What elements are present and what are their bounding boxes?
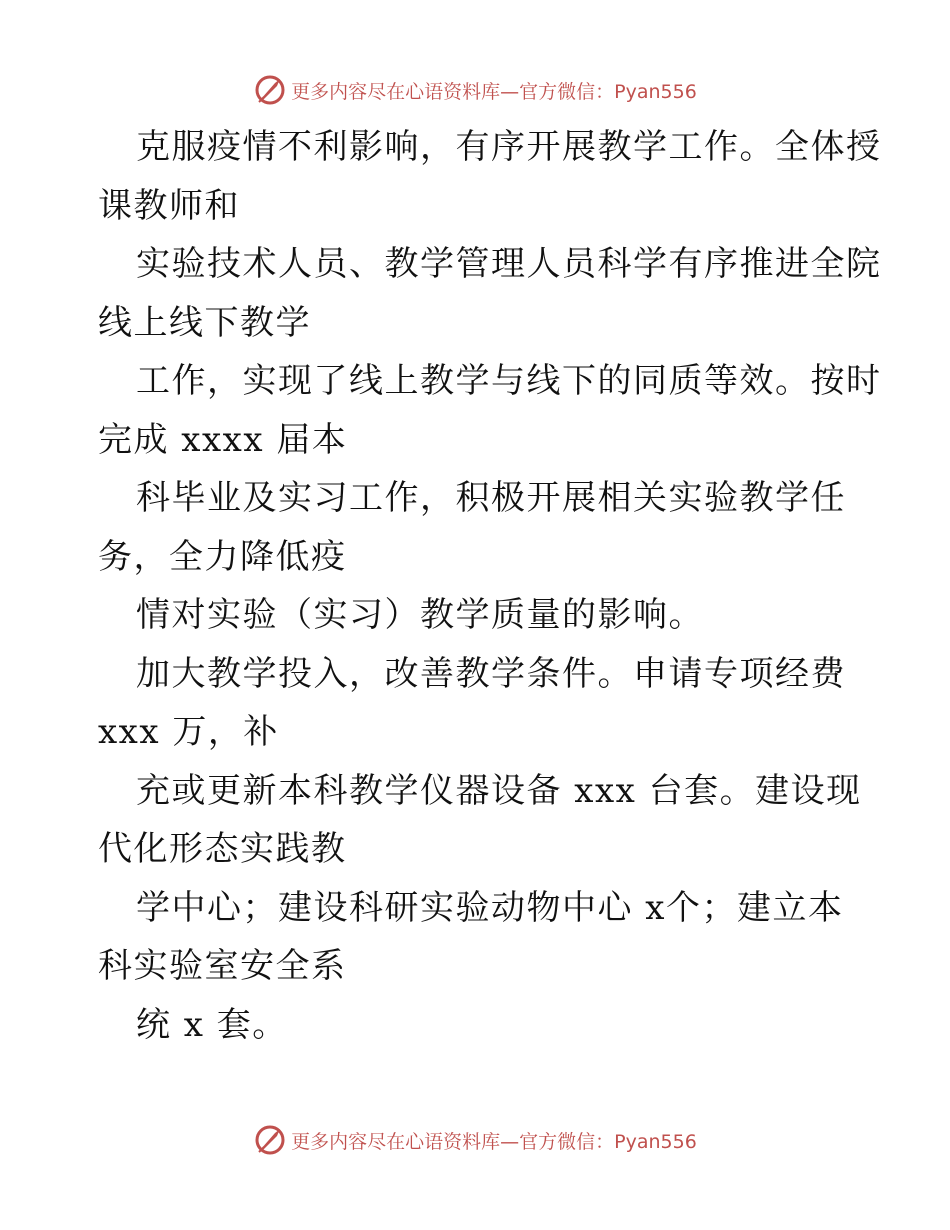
- watermark-text: 更多内容尽在心语资料库—官方微信：Pyan556: [291, 80, 697, 103]
- watermark-text: 更多内容尽在心语资料库—官方微信：Pyan556: [291, 1130, 697, 1153]
- text-line: 克服疫情不利影响，有序开展教学工作。全体授: [136, 127, 882, 167]
- text-line: 代化形态实践教: [98, 829, 347, 869]
- header-watermark: [0, 72, 950, 108]
- text-line: 务，全力降低疫: [98, 536, 347, 577]
- text-line: 课教师和: [98, 185, 240, 226]
- feather-pen-logo-icon: [253, 1123, 287, 1157]
- footer-watermark: [0, 1122, 950, 1158]
- text-line: 科毕业及实习工作，积极开展相关实验教学任: [136, 478, 846, 518]
- text-line: 加大教学投入，改善教学条件。申请专项经费: [136, 653, 846, 694]
- text-line: 充或更新本科教学仪器设备 xxx 台套。建设现: [136, 770, 862, 811]
- text-line: xxx 万，补: [98, 712, 279, 752]
- document-body: [98, 118, 882, 1054]
- text-line: 实验技术人员、教学管理人员科学有序推进全院: [136, 244, 882, 284]
- text-line: 科实验室安全系: [98, 946, 347, 986]
- text-line: 工作，实现了线上教学与线下的同质等效。按时: [136, 361, 882, 401]
- text-line: 情对实验（实习）教学质量的影响。: [136, 595, 704, 635]
- text-line: 完成 xxxx 届本: [98, 419, 348, 460]
- text-line: 统 x 套。: [136, 1004, 288, 1045]
- text-line: 线上线下教学: [98, 302, 311, 343]
- text-line: 学中心；建设科研实验动物中心 x个；建立本: [136, 887, 844, 928]
- feather-pen-logo-icon: [253, 73, 287, 107]
